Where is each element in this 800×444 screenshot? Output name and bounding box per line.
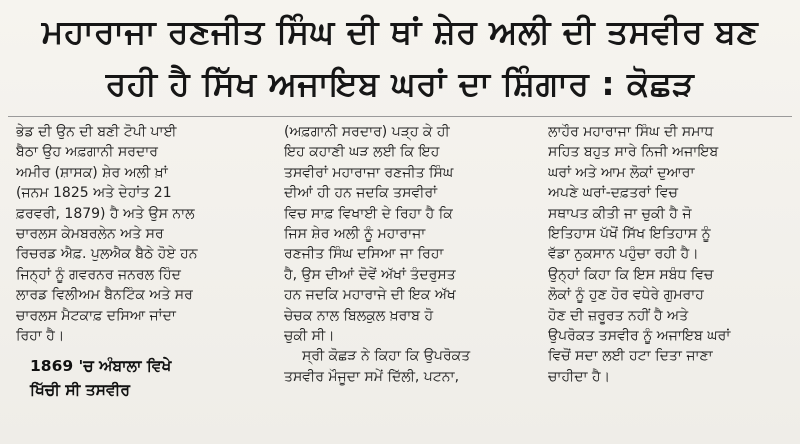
column-3-line: ਲਾਹੌਰ ਮਹਾਰਾਜਾ ਸਿੰਘ ਦੀ ਸਮਾਧ [548, 124, 714, 140]
column-2-line: (ਅਫ਼ਗਾਨੀ ਸਰਦਾਰ) ਪੜ੍ਹ ਕੇ ਹੀ [284, 124, 450, 140]
column-2-line: ਤਸਵੀਰ ਮੌਜੂਦਾ ਸਮੇਂ ਦਿੱਲੀ, ਪਟਨਾ, [284, 368, 460, 385]
column-1-line: ਅਮੀਰ (ਸ਼ਾਸਕ) ਸ਼ੇਰ ਅਲੀ ਖ਼ਾਂ [16, 164, 168, 181]
column-2-line: ਜਿਸ ਸ਼ੇਰ ਅਲੀ ਨੂੰ ਮਹਾਰਾਜਾ [284, 226, 426, 243]
column-2-line: ਦੀਆਂ ਹੀ ਹਨ ਜਦਕਿ ਤਸਵੀਰਾਂ [284, 185, 438, 202]
headline-line-2: ਰਹੀ ਹੈ ਸਿੱਖ ਅਜਾਇਬ ਘਰਾਂ ਦਾ ਸ਼ਿੰਗਾਰ : ਕੋਛੜ [105, 64, 695, 103]
column-2-line: ਵਿਚ ਸਾਫ਼ ਵਿਖਾਈ ਦੇ ਰਿਹਾ ਹੈ ਕਿ [284, 205, 453, 222]
column-3 [548, 122, 794, 444]
headline-line-1: ਮਹਾਰਾਜਾ ਰਣਜੀਤ ਸਿੰਘ ਦੀ ਥਾਂ ਸ਼ੇਰ ਅਲੀ ਦੀ ਤਸਵੀਰ ਬਣ [41, 12, 759, 51]
column-3-line: ਵਿਚੋਂ ਸਦਾ ਲਈ ਹਟਾ ਦਿਤਾ ਜਾਣਾ [548, 348, 713, 365]
column-3-line: ਹੋਣ ਦੀ ਜ਼ਰੂਰਤ ਨਹੀਂ ਹੈ ਅਤੇ [548, 307, 689, 324]
column-3-line: ਸਥਾਪਤ ਕੀਤੀ ਜਾ ਚੁਕੀ ਹੈ ਜੋ [548, 205, 692, 222]
column-2-line: ਤਸਵੀਰਾਂ ਮਹਾਰਾਜਾ ਰਣਜੀਤ ਸਿੰਘ [284, 164, 454, 181]
column-2-line: ਹੈ, ਉਸ ਦੀਆਂ ਦੋਵੇਂ ਅੱਖਾਂ ਤੰਦਰੁਸਤ [284, 266, 456, 283]
column-1-line: ਜਿਨ੍ਹਾਂ ਨੂੰ ਗਵਰਨਰ ਜਨਰਲ ਹਿੰਦ [16, 266, 181, 283]
column-1-line: ਲਾਰਡ ਵਿਲੀਅਮ ਬੈਨਟਿੰਕ ਅਤੇ ਸਰ [16, 287, 193, 304]
column-1-line: ਬੈਠਾ ਉਹ ਅਫ਼ਗਾਨੀ ਸਰਦਾਰ [16, 144, 158, 161]
column-2-line: ਸ੍ਰੀ ਕੋਛੜ ਨੇ ਕਿਹਾ ਕਿ ਉਪਰੋਕਤ [302, 348, 471, 365]
column-3-line: ਉਪਰੋਕਤ ਤਸਵੀਰ ਨੂੰ ਅਜਾਇਬ ਘਰਾਂ [548, 328, 731, 345]
column-3-line: ਵੱਡਾ ਨੁਕਸਾਨ ਪਹੁੰਚਾ ਰਹੀ ਹੈ। [548, 246, 699, 263]
column-1-line: ਫ਼ਰਵਰੀ, 1879) ਹੈ ਅਤੇ ਉਸ ਨਾਲ [16, 205, 195, 222]
column-2-line: ਚੁਕੀ ਸੀ। [284, 328, 335, 345]
column-3-line: ਚਾਹੀਦਾ ਹੈ। [548, 368, 611, 385]
column-1-line: (ਜਨਮ 1825 ਅਤੇ ਦੇਹਾਂਤ 21 [16, 185, 172, 202]
column-3-line: ਉਨ੍ਹਾਂ ਕਿਹਾ ਕਿ ਇਸ ਸਬੰਧ ਵਿਚ [548, 266, 714, 283]
column-2-line: ਇਹ ਕਹਾਣੀ ਘੜ ਲਈ ਕਿ ਇਹ [284, 144, 440, 161]
column-1-line: ਭੇਡ ਦੀ ਉਨ ਦੀ ਬਣੀ ਟੋਪੀ ਪਾਈ [16, 124, 177, 140]
column-1-line: ਰਿਚਰਡ ਐਫ਼. ਪੁਲਐਕ ਬੈਠੇ ਹੋਏ ਹਨ [16, 246, 198, 263]
column-3-line: ਸਹਿਤ ਬਹੁਤ ਸਾਰੇ ਨਿਜੀ ਅਜਾਇਬ [548, 144, 719, 161]
column-3-line: ਘਰਾਂ ਅਤੇ ਆਮ ਲੋਕਾਂ ਦੁਆਰਾ [548, 164, 695, 181]
column-3-line: ਅਪਣੇ ਘਰਾਂ-ਦਫ਼ਤਰਾਂ ਵਿਚ [548, 185, 678, 202]
column-3-line: ਲੋਕਾਂ ਨੂੰ ਹੁਣ ਹੋਰ ਵਧੇਰੇ ਗੁਮਰਾਹ [548, 287, 704, 304]
column-2-line: ਰਣਜੀਤ ਸਿੰਘ ਦਸਿਆ ਜਾ ਰਿਹਾ [284, 246, 444, 263]
column-1-line: ਚਾਰਲਸ ਮੈਟਕਾਫ਼ ਦਸਿਆ ਜਾਂਦਾ [16, 307, 176, 324]
column-2-line: ਹਨ ਜਦਕਿ ਮਹਾਰਾਜੇ ਦੀ ਇਕ ਅੱਖ [284, 287, 456, 304]
column-1-line: ਰਿਹਾ ਹੈ। [16, 328, 65, 345]
column-1 [16, 122, 262, 444]
headline-divider [8, 116, 792, 117]
subheading-line-2: ਖਿੱਚੀ ਸੀ ਤਸਵੀਰ [30, 381, 130, 400]
column-2 [284, 122, 532, 444]
subheading-line-1: 1869 'ਚ ਅੰਬਾਲਾ ਵਿਖੇ [30, 357, 172, 376]
column-3-line: ਇਤਿਹਾਸ ਪੱਖੋਂ ਸਿੱਖ ਇਤਿਹਾਸ ਨੂੰ [548, 226, 711, 243]
column-1-line: ਚਾਰਲਸ ਕੇਮਬਰਲੇਨ ਅਤੇ ਸਰ [16, 226, 164, 243]
column-2-line: ਚੇਚਕ ਨਾਲ ਬਿਲਕੁਲ ਖ਼ਰਾਬ ਹੋ [284, 307, 434, 324]
